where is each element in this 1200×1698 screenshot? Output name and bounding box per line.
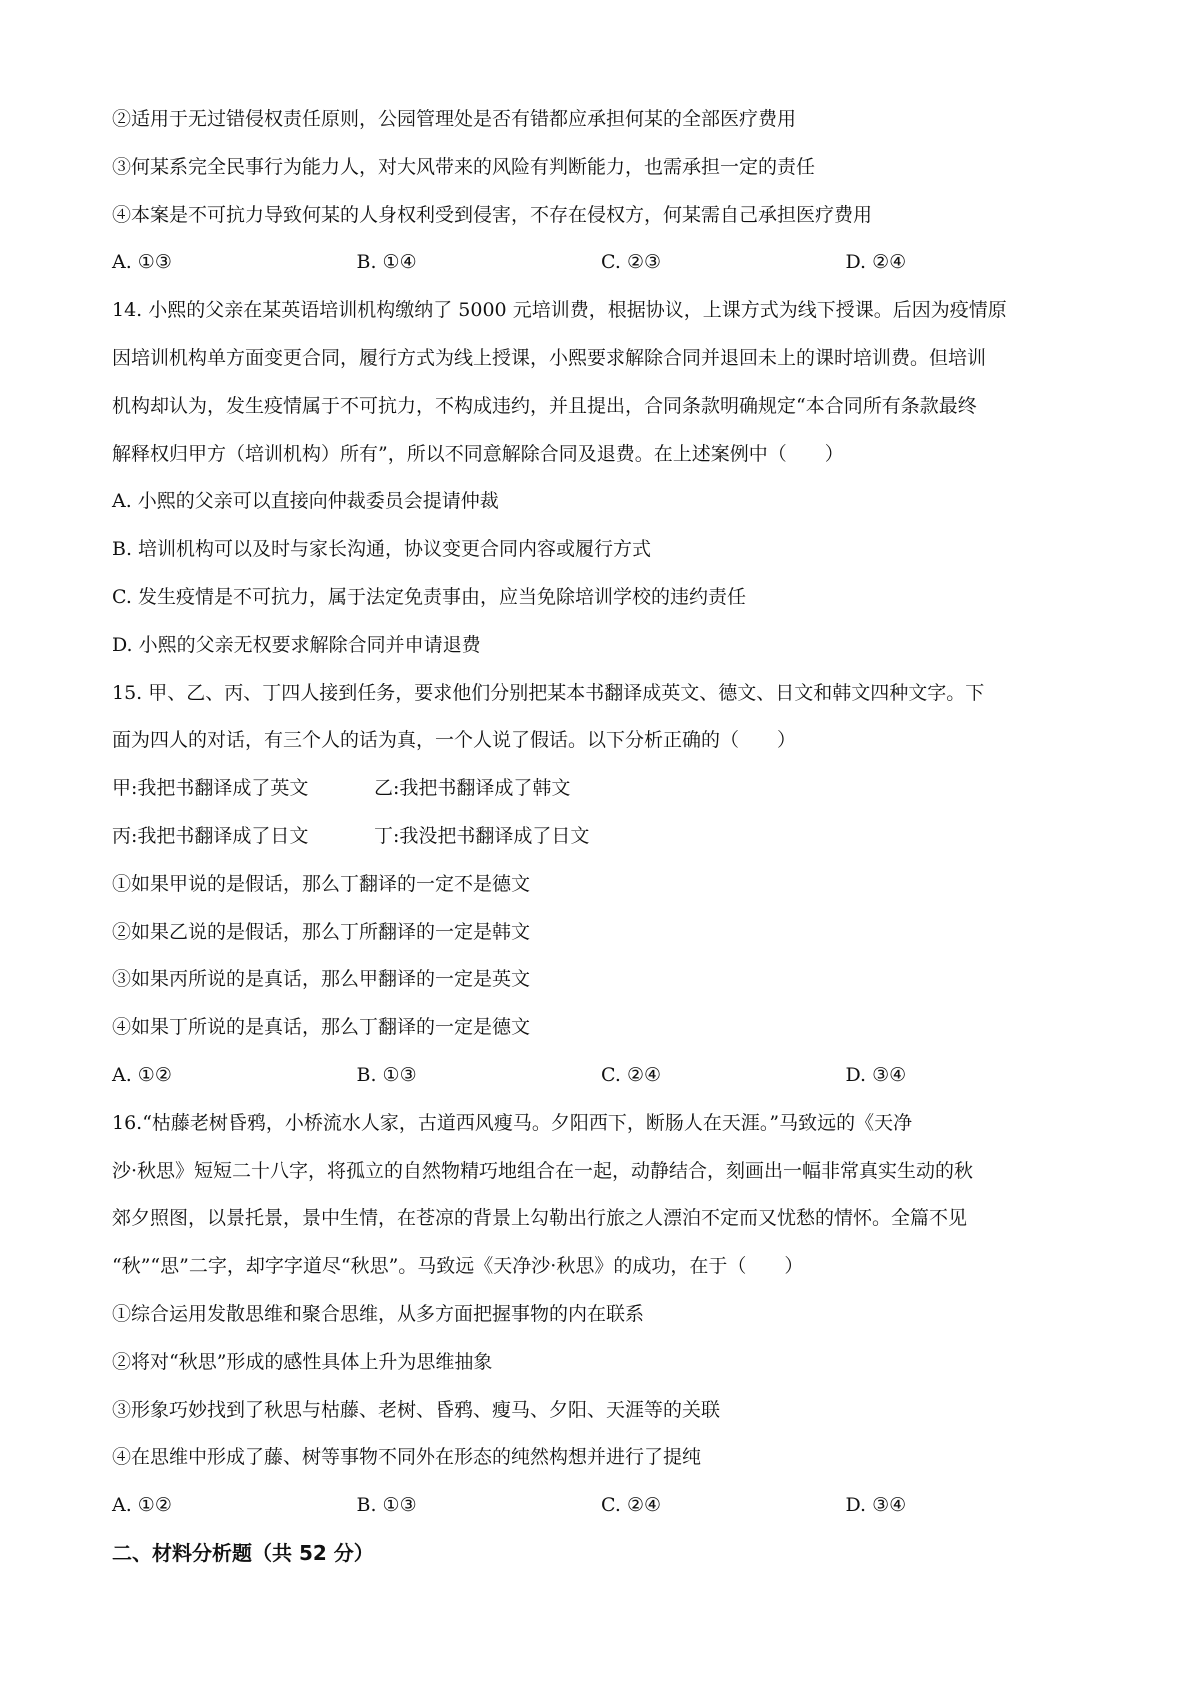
q15-dialog-yi: 乙:我把书翻译成了韩文 — [374, 777, 571, 800]
q16-option-d: D. ③④ — [845, 1494, 907, 1517]
q16-statement-2: ②将对“秋思”形成的感性具体上升为思维抽象 — [112, 1350, 493, 1373]
q16-stem-line-3: 郊夕照图，以景托景，景中生情，在苍凉的背景上勾勒出行旅之人漂泊不定而又忧愁的情怀。全篇不见 — [112, 1207, 968, 1230]
q15-option-a: A. ①② — [112, 1063, 172, 1086]
q15-statement-2: ②如果乙说的是假话，那么丁所翻译的一定是韩文 — [112, 920, 531, 943]
q15-option-b: B. ①③ — [356, 1063, 417, 1086]
q15-statement-1: ①如果甲说的是假话，那么丁翻译的一定不是德文 — [112, 872, 531, 895]
q13-options — [112, 239, 1090, 287]
q14-choice-c: C. 发生疫情是不可抗力，属于法定免责事由，应当免除培训学校的违约责任 — [112, 585, 746, 608]
section-2-title: 二、材料分析题（共 52 分） — [112, 1540, 374, 1565]
q15-dialog-row-2 — [112, 813, 1090, 861]
q15-stem-line-2: 面为四人的对话，有三个人的话为真，一个人说了假话。以下分析正确的（ ） — [112, 729, 797, 752]
q13-statement-4: ④本案是不可抗力导致何某的人身权利受到侵害，不存在侵权方，何某需自己承担医疗费用 — [112, 203, 873, 226]
q15-dialog-ding: 丁:我没把书翻译成了日文 — [374, 824, 590, 847]
q16-statement-3: ③形象巧妙找到了秋思与枯藤、老树、昏鸦、瘦马、夕阳、天涯等的关联 — [112, 1398, 721, 1421]
q15-dialog-jia: 甲:我把书翻译成了英文 — [112, 777, 309, 800]
q15-statement-3: ③如果丙所说的是真话，那么甲翻译的一定是英文 — [112, 968, 531, 991]
q14-stem-line-4: 解释权归甲方（培训机构）所有”，所以不同意解除合同及退费。在上述案例中（ ） — [112, 442, 844, 465]
q16-stem-line-1: 16.“枯藤老树昏鸦，小桥流水人家，古道西风瘦马。夕阳西下，断肠人在天涯。”马致远的《天净 — [112, 1111, 913, 1134]
q16-option-c: C. ②④ — [601, 1494, 662, 1517]
q14-stem-line-2: 因培训机构单方面变更合同，履行方式为线上授课，小熙要求解除合同并退回未上的课时培训费。但培训 — [112, 346, 987, 369]
q14-stem-line-1: 14. 小熙的父亲在某英语培训机构缴纳了 5000 元培训费，根据协议，上课方式为线下授课。后因为疫情原 — [112, 299, 1007, 322]
q13-option-c: C. ②③ — [601, 251, 662, 274]
q16-options — [112, 1482, 1090, 1530]
q15-dialog-row-1 — [112, 765, 1090, 813]
q15-stem-line-1: 15. 甲、乙、丙、丁四人接到任务，要求他们分别把某本书翻译成英文、德文、日文和韩文四种文字。下 — [112, 681, 985, 704]
q14-stem-line-3: 机构却认为，发生疫情属于不可抗力，不构成违约，并且提出，合同条款明确规定“本合同所有条款最终 — [112, 394, 977, 417]
q13-statement-3: ③何某系完全民事行为能力人，对大风带来的风险有判断能力，也需承担一定的责任 — [112, 155, 816, 178]
q16-statement-1: ①综合运用发散思维和聚合思维，从多方面把握事物的内在联系 — [112, 1302, 645, 1325]
q16-option-a: A. ①② — [112, 1494, 172, 1517]
q14-choice-a: A. 小熙的父亲可以直接向仲裁委员会提请仲裁 — [112, 490, 499, 513]
q15-statement-4: ④如果丁所说的是真话，那么丁翻译的一定是德文 — [112, 1016, 531, 1039]
q16-option-b: B. ①③ — [356, 1494, 417, 1517]
q16-statement-4: ④在思维中形成了藤、树等事物不同外在形态的纯然构想并进行了提纯 — [112, 1446, 702, 1469]
q13-option-a: A. ①③ — [112, 251, 172, 274]
q14-choice-d: D. 小熙的父亲无权要求解除合同并申请退费 — [112, 633, 481, 656]
q14-choice-b: B. 培训机构可以及时与家长沟通，协议变更合同内容或履行方式 — [112, 538, 652, 561]
q15-options — [112, 1052, 1090, 1100]
q13-statement-2: ②适用于无过错侵权责任原则，公园管理处是否有错都应承担何某的全部医疗费用 — [112, 108, 797, 130]
q16-stem-line-2: 沙·秋思》短短二十八字，将孤立的自然物精巧地组合在一起，动静结合，刻画出一幅非常真实生动的秋 — [112, 1159, 974, 1182]
q15-option-c: C. ②④ — [601, 1063, 662, 1086]
q15-dialog-bing: 丙:我把书翻译成了日文 — [112, 824, 309, 847]
q13-option-d: D. ②④ — [845, 251, 907, 274]
q16-stem-line-4: “秋”“思”二字，却字字道尽“秋思”。马致远《天净沙·秋思》的成功，在于（ ） — [112, 1255, 804, 1278]
q13-option-b: B. ①④ — [356, 251, 417, 274]
q15-option-d: D. ③④ — [845, 1063, 907, 1086]
